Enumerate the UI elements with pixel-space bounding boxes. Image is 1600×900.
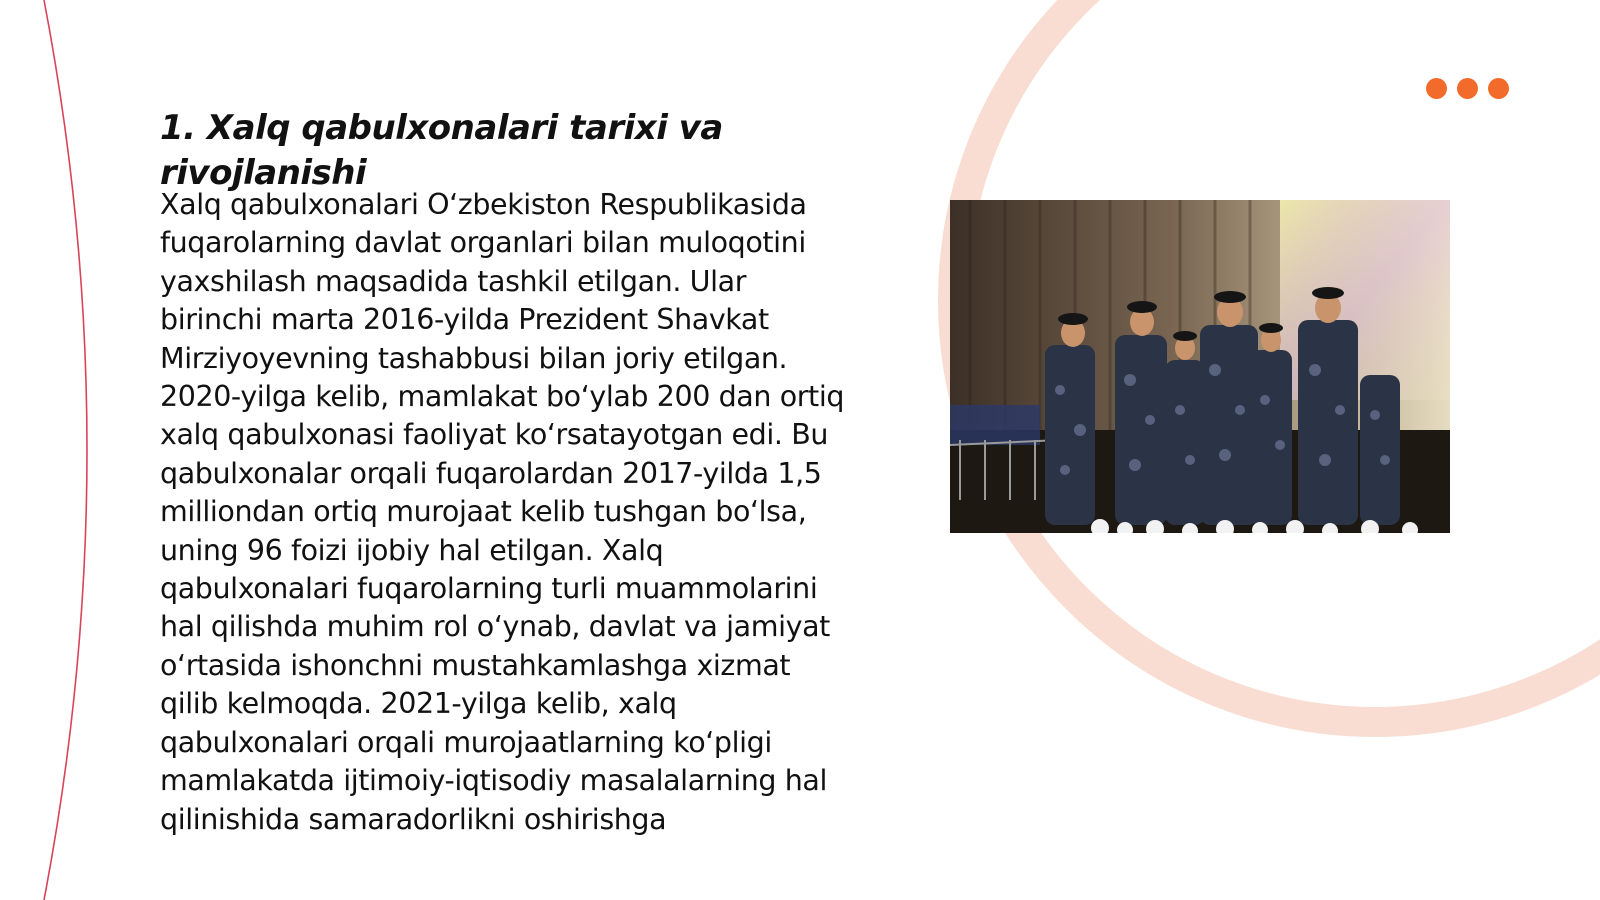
dot (1457, 78, 1478, 99)
slide-body-text: Xalq qabulxonalari O‘zbekiston Respublikasida fuqarolarning davlat organlari bilan muloqotini yaxshilash maqsadida tashkil etilgan. Ular birinchi marta 2016-yilda Prezident Shavkat Mirziyoyevning tashabbusi bilan joriy etilgan. 2020-yilga kelib, mamlakat bo‘ylab 200 dan ortiq xalq qabulxonasi faoliyat ko‘rsatayotgan edi. Bu qabulxonalar orqali fuqarolardan 2017-yilda 1,5 milliondan ortiq murojaat kelib tushgan bo‘lsa, uning 96 foizi ijobiy hal etilgan. Xalq qabulxonalari fuqarolarning turli muammolarini hal qilishda muhim rol o‘ynab, davlat va jamiyat o‘rtasida ishonchni mustahkamlashga xizmat qilib kelmoqda. 2021-yilga kelib, xalq qabulxonalari orqali murojaatlarning ko‘pligi mamlakatda ijtimoiy-iqtisodiy masalalarning hal qilinishida samaradorlikni oshirishga (160, 188, 845, 836)
three-dots-icon (1426, 78, 1509, 99)
dot (1488, 78, 1509, 99)
dot (1426, 78, 1447, 99)
slide-title: 1. Xalq qabulxonalari tarixi va rivojlanishi (160, 108, 723, 193)
photo-marching-cadets (950, 200, 1450, 533)
